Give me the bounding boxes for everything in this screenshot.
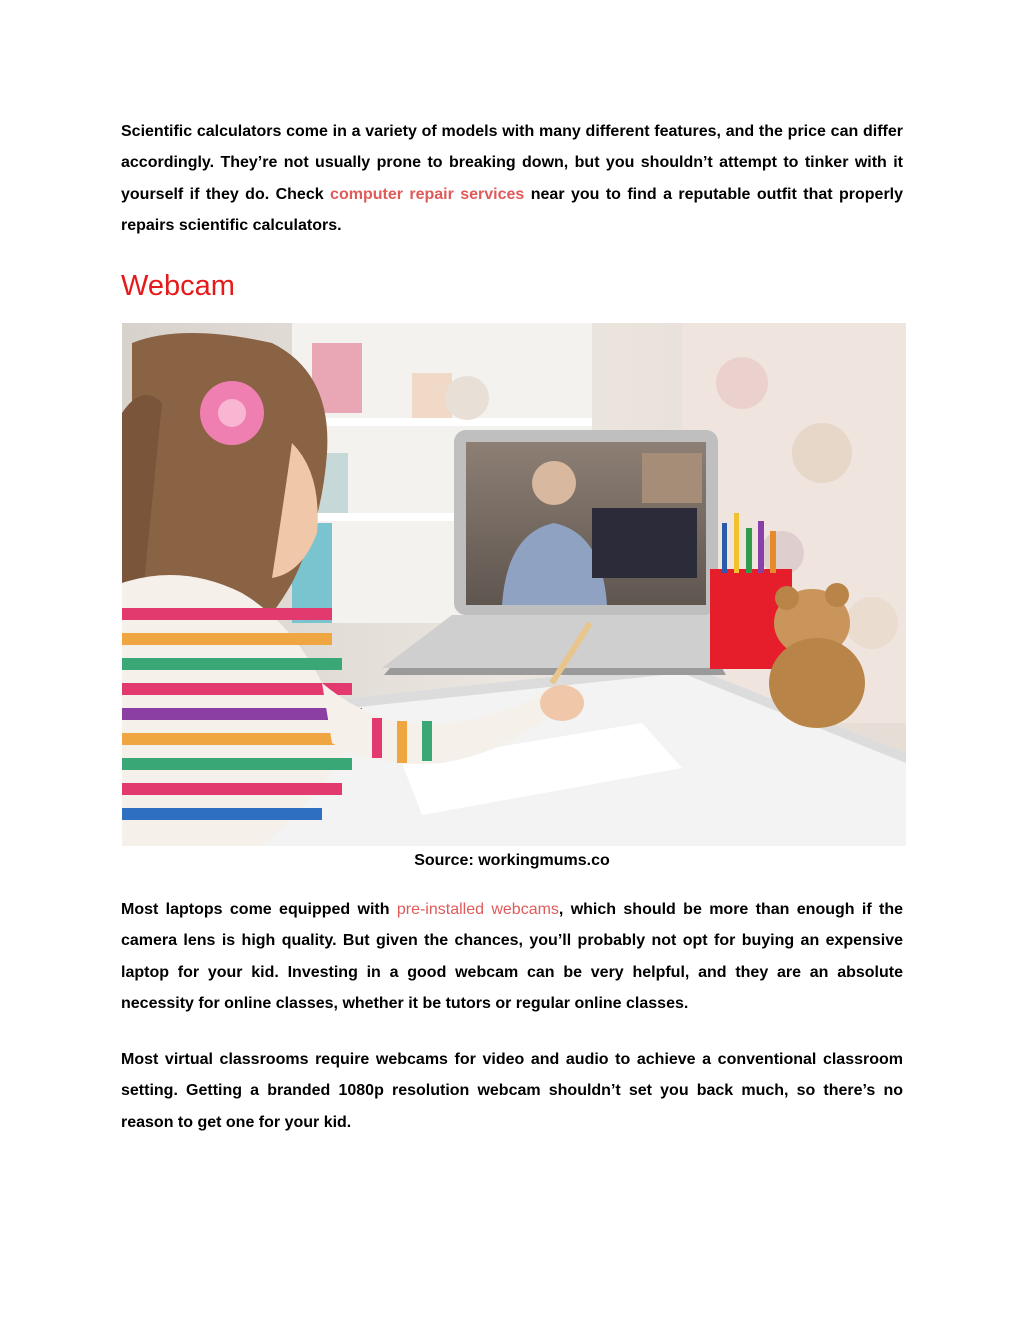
intro-text-before: Scientific calculators come in a variety of models with many different features, and the price can differ accordingly. They’re not usually prone to breaking down, but you shouldn’t attempt to tinker with it yourself if they do. Check — [121, 123, 903, 203]
intro-text-after: near you to find a reputable outfit that properly repairs scientific calculators. — [121, 185, 904, 234]
para1-text-before: Most laptops come equipped with — [121, 901, 397, 918]
intro-paragraph — [121, 116, 903, 241]
webcam-paragraph-1 — [121, 894, 903, 1019]
pre-installed-webcams-link[interactable]: pre-installed webcams — [396, 901, 559, 918]
girl-online-class-photo — [122, 323, 906, 846]
image-caption: Source: workingmums.co — [414, 852, 610, 869]
webcam-paragraph-2: Most virtual classrooms require webcams for video and audio to achieve a conventional classroom setting. Getting a branded 1080p resolution webcam shouldn’t set you back much, so there’s no reason to get one for your kid. — [121, 1051, 903, 1131]
computer-repair-link[interactable]: computer repair services — [330, 185, 525, 203]
section-heading: Webcam — [121, 270, 235, 302]
para1-text-after: , which should be more than enough if the camera lens is high quality. But given the chances, you’ll probably not opt for buying an expensive laptop for your kid. Investing in a good webcam can be very helpful, and they are an absolute necessity for online classes, whether it be tutors or regular online classes. — [121, 901, 903, 1012]
